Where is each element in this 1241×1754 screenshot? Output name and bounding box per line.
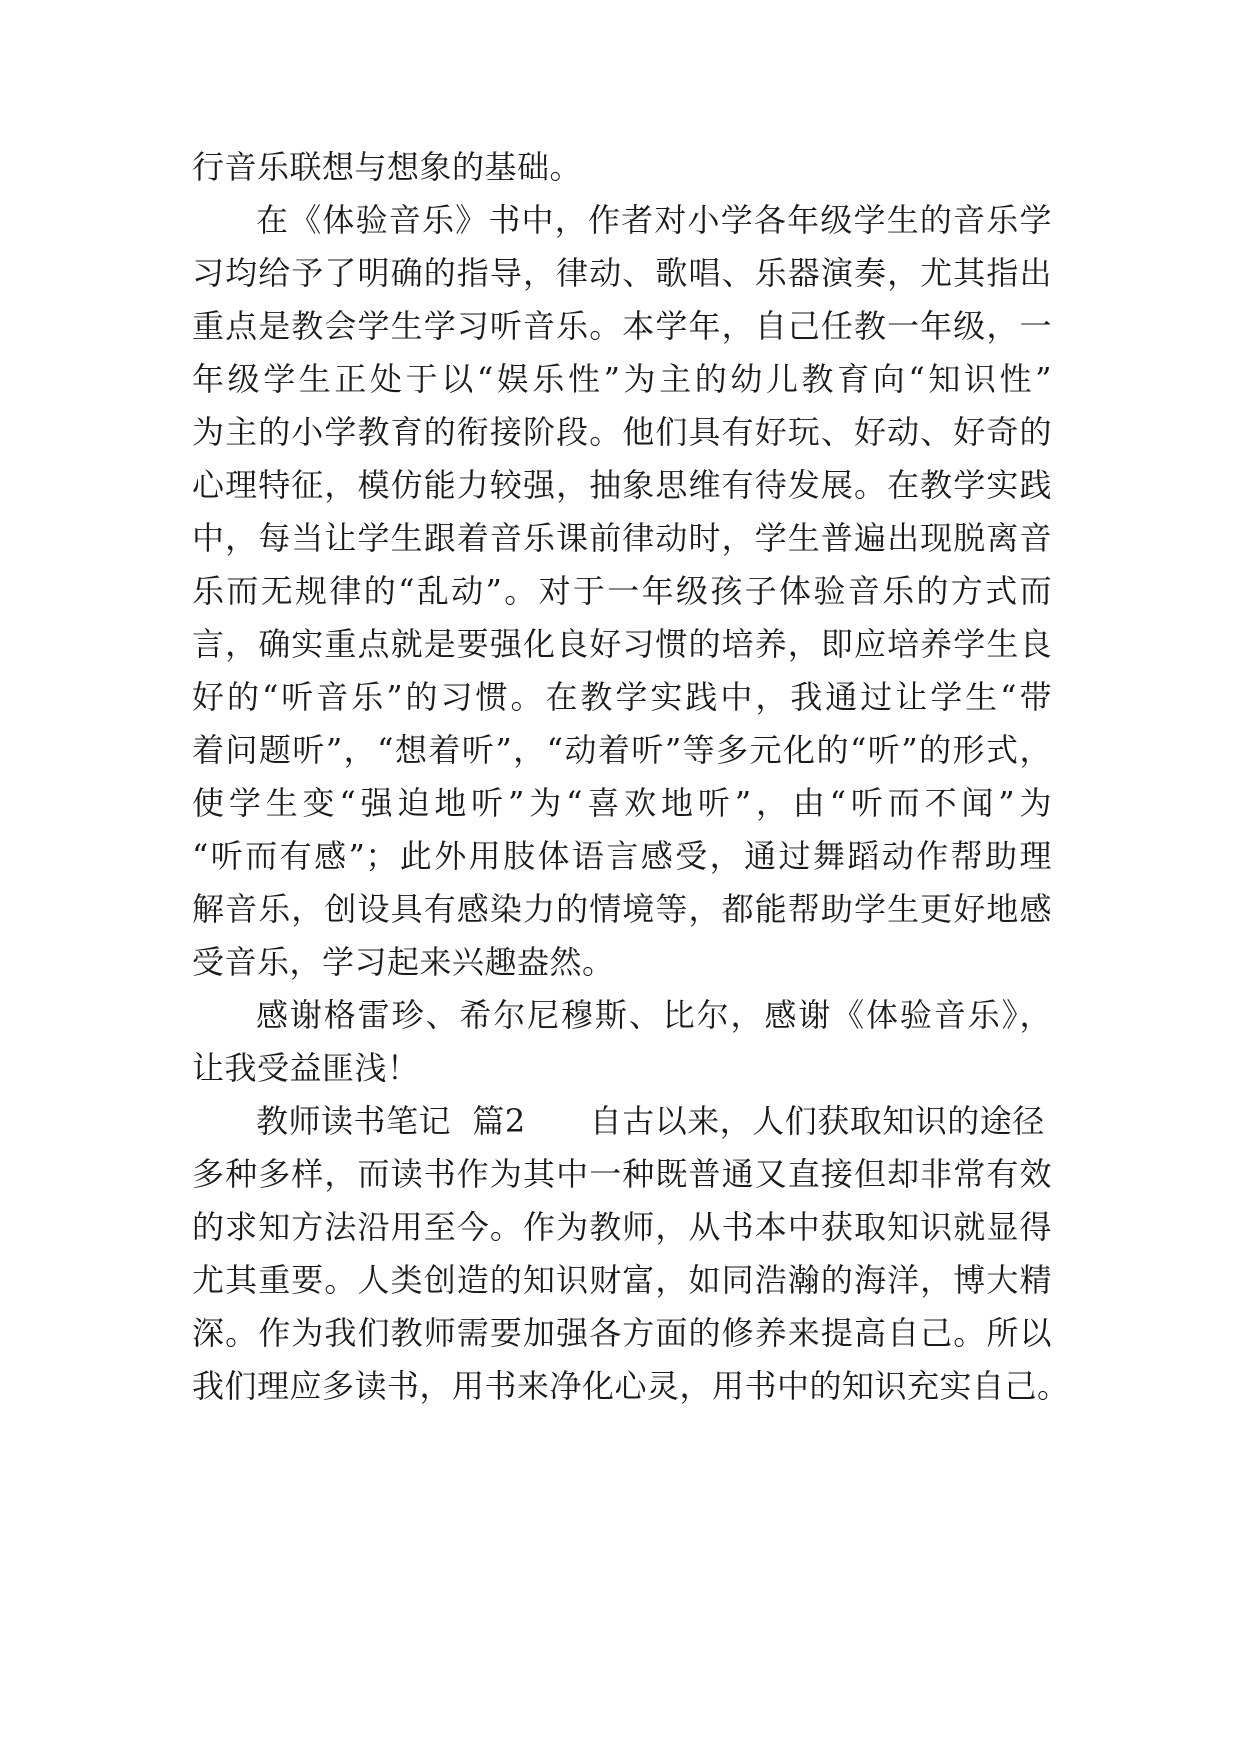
paragraph-line: 好的“听音乐”的习惯。在教学实践中，我通过让学生“带 [192, 678, 1052, 716]
paragraph-line: 多种多样，而读书作为其中一种既普通又直接但却非常有效 [192, 1155, 1052, 1193]
paragraph-line: 受音乐，学习起来兴趣盎然。 [192, 943, 615, 981]
paragraph-line: 重点是教会学生学习听音乐。本学年，自己任教一年级，一 [192, 307, 1052, 345]
paragraph-line: 使学生变“强迫地听”为“喜欢地听”，由“听而不闻”为 [192, 784, 1052, 822]
paragraph-line: 尤其重要。人类创造的知识财富，如同浩瀚的海洋，博大精 [192, 1261, 1052, 1299]
paragraph-line: 言，确实重点就是要强化良好习惯的培养，即应培养学生良 [192, 625, 1052, 663]
paragraph-line: 的求知方法沿用至今。作为教师，从书本中获取知识就显得 [192, 1208, 1052, 1246]
paragraph-line: 我们理应多读书，用书来净化心灵，用书中的知识充实自己。 [192, 1367, 1070, 1405]
paragraph-line: 习均给予了明确的指导，律动、歌唱、乐器演奏，尤其指出 [192, 254, 1052, 292]
text-line: 行音乐联想与想象的基础。 [192, 148, 583, 186]
paragraph-line: 着问题听”，“想着听”，“动着听”等多元化的“听”的形式， [192, 731, 1052, 769]
paragraph-line: 中，每当让学生跟着音乐课前律动时，学生普遍出现脱离音 [192, 519, 1052, 557]
paragraph-line: 深。作为我们教师需要加强各方面的修养来提高自己。所以 [192, 1314, 1052, 1352]
paragraph-line: 为主的小学教育的衔接阶段。他们具有好玩、好动、好奇的 [192, 413, 1052, 451]
paragraph-line: 心理特征，模仿能力较强，抽象思维有待发展。在教学实践 [192, 466, 1052, 504]
paragraph-line: “听而有感”；此外用肢体语言感受，通过舞蹈动作帮助理 [192, 837, 1052, 875]
paragraph-line: 乐而无规律的“乱动”。对于一年级孩子体验音乐的方式而 [192, 572, 1052, 610]
paragraph-line: 感谢格雷珍、希尔尼穆斯、比尔，感谢《体验音乐》， [256, 996, 1052, 1034]
paragraph-line: 解音乐，创设具有感染力的情境等，都能帮助学生更好地感 [192, 890, 1052, 928]
paragraph-line: 让我受益匪浅！ [192, 1049, 420, 1087]
paragraph-line: 在《体验音乐》书中，作者对小学各年级学生的音乐学 [256, 201, 1052, 239]
paragraph-line: 年级学生正处于以“娱乐性”为主的幼儿教育向“知识性” [192, 360, 1052, 398]
section-heading-line: 教师读书笔记 篇2 自古以来，人们获取知识的途径 [256, 1102, 1045, 1140]
